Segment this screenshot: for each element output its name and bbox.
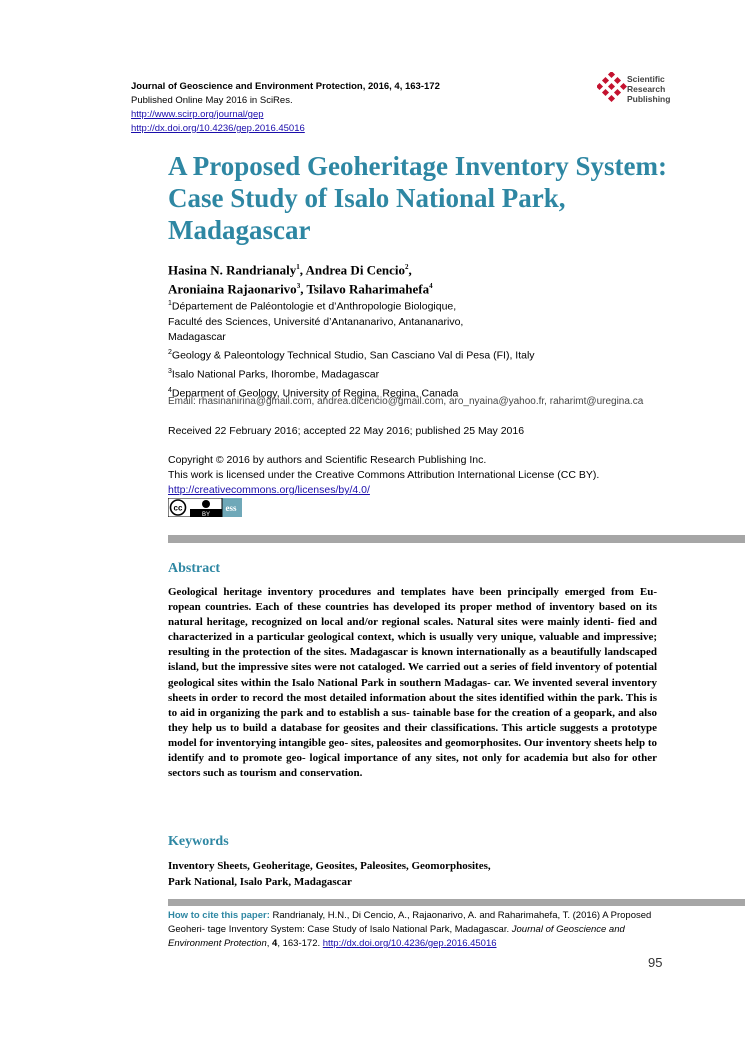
author-list: Hasina N. Randrianaly$^1$, Andrea Di Cencio$^2$, Aroniaina Rajaonarivo$^3$, Tsilavo Raharimahefa$^4$ (168, 262, 433, 297)
published-line: Published Online May 2016 in SciRes. (131, 95, 293, 106)
keywords-heading: Keywords (168, 834, 229, 849)
open-access-badge (168, 498, 242, 517)
paper-title: A Proposed Geoheritage Inventory System: Case Study of Isalo National Park, Madagascar (168, 151, 667, 245)
abstract-text: Geological heritage inventory procedures and templates have been principally emerged from Eu- ropean countries. Each of these countries has developed its proper method of inventory based on its natural heritage, recognized on local and/or regional scales. Natural sites were mainly identi- fied and characterized in a particular geological context, which is usually very unique, valuable and impressive; resulting in the protection of the sites. Madagascar is known internationally as a beautifully landscaped island, but the impressive sites were not cataloged. We carried out a series of field inventory of potential geological sites within the Isalo National Park in southern Madagas- car. We invented several inventory sheets in order to record the most detailed information about the sites identified within the park. This is to aid in organizing the park and to establish a sus- tainable base for the creation of a geopark, and also they help us to build a database for geosites and their classifications. This article suggests a prototype model for inventorying intangible geo- sites, paleosites and geomorphosites. Our inventory sheets help to identify and to promote geo- logical importance of any sites, not only for academia but also for other sectors such as tourism and conservation. (168, 586, 657, 780)
citation-divider (168, 899, 745, 906)
citation-block: How to cite this paper: Randrianaly, H.N., Di Cencio, A., Rajaonarivo, A. and Raharimahefa, T. (2016) A Proposed Geoheri- tage Inventory System: Case Study of Isalo National Park, Madagascar. Journal of Geoscience and Environment Protection, 4, 163-172. http://dx.doi.org/10.4236/gep.2016.45016 (168, 910, 652, 949)
logo-diamonds-icon (597, 72, 627, 108)
citation-doi-link[interactable]: http://dx.doi.org/10.4236/gep.2016.45016 (322, 938, 497, 949)
page-number: 95 (648, 955, 663, 970)
citation-label: How to cite this paper: (168, 910, 270, 921)
license-link[interactable]: http://creativecommons.org/licenses/by/4.0/ (168, 484, 370, 496)
received-dates: Received 22 February 2016; accepted 22 May 2016; published 25 May 2016 (168, 425, 525, 437)
journal-header (131, 80, 440, 136)
abstract-heading: Abstract (168, 561, 221, 576)
copyright-notice: Copyright © 2016 by authors and Scientific Research Publishing Inc. This work is licensed under the Creative Commons Attribution International License (CC BY). http://creativecommons.org/licenses/by/4.0/ (168, 454, 600, 496)
journal-url-link[interactable]: http://www.scirp.org/journal/gep (131, 109, 264, 120)
logo-text: Scientific Research Publishing (627, 74, 671, 104)
author-emails: Email: rhasinanirina@gmail.com, andrea.dicencio@gmail.com, aro_nyaina@yahoo.fr, raharimt@uregina.ca (168, 396, 644, 407)
cc-badge-text: cc (173, 503, 183, 513)
open-access-text: ess (225, 503, 237, 513)
doi-link[interactable]: http://dx.doi.org/10.4236/gep.2016.45016 (131, 123, 305, 134)
journal-name: Journal of Geoscience and Environment Protection, 2016, 4, 163-172 (131, 81, 440, 92)
publisher-logo (597, 72, 707, 112)
by-badge-text: BY (201, 512, 211, 517)
affiliations: $^1$Département de Paléontologie et d’Anthropologie Biologique, Faculté des Sciences, Université d’Antananarivo, Antananarivo, Madagascar $^2$Geology & Paleontology Technical Studio, San Casciano Val di Pesa (FI), Italy $^3$Isalo National Parks, Ihorombe, Madagascar $^4$Deparment of Geology, University of Regina, Regina, Canada (168, 300, 535, 400)
section-divider (168, 535, 745, 543)
keywords-list: Inventory Sheets, Geoheritage, Geosites, Paleosites, Geomorphosites, Park National, Isalo Park, Madagascar (168, 860, 491, 888)
